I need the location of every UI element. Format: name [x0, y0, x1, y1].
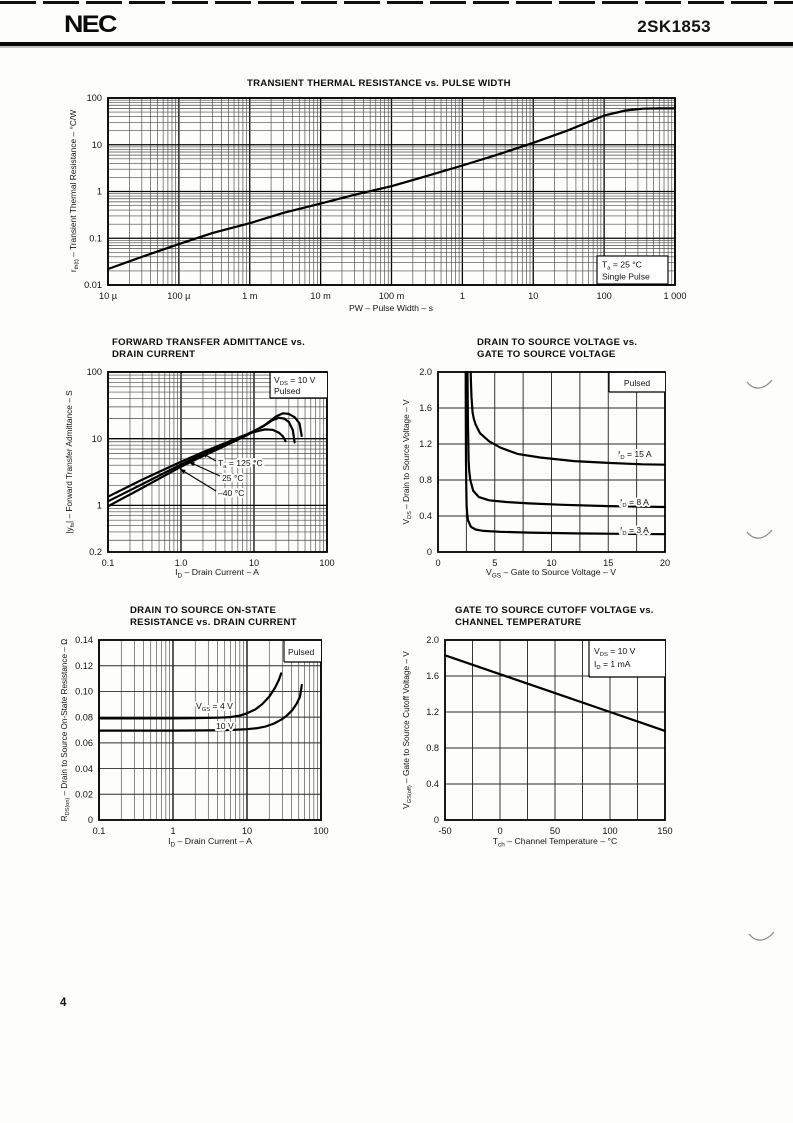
y-tick-label: 1: [96, 500, 102, 511]
y-axis-label: $V_{GS(off)}$ – Gate to Source Cutoff Voltage – V: [401, 651, 413, 809]
x-tick-label: 50: [549, 826, 561, 836]
x-label-text: – Drain Current – A: [182, 567, 259, 577]
x-tick-label: 100: [602, 826, 618, 836]
legend-text: Pulsed: [623, 378, 651, 388]
y-tick-label: 0.06: [75, 738, 93, 749]
x-tick-label: 10 m: [310, 291, 331, 301]
x-tick-label: 0: [435, 558, 441, 568]
title-line: TRANSIENT THERMAL RESISTANCE vs. PULSE WIDTH: [247, 78, 511, 89]
y-tick-label: 0.12: [75, 660, 93, 671]
x-tick-label: 10: [248, 558, 260, 568]
curve-label: 25 °C: [222, 473, 244, 483]
x-tick-label: 100 µ: [167, 291, 191, 301]
legend-text: $V_{DS} = 10$ V: [594, 646, 636, 658]
x-tick-label: 1: [170, 826, 176, 836]
y-axis-label: $r_{th(t)}$ – Transient Thermal Resistance – °C/W: [68, 109, 80, 273]
curve-label: $I_D = 8$ A: [620, 497, 649, 509]
x-tick-label: 5: [492, 558, 498, 568]
y-tick-label: 0.04: [75, 763, 93, 774]
title-line: DRAIN TO SOURCE VOLTAGE vs.: [477, 337, 638, 348]
annotation-text: $T_a = 25$ °C: [602, 259, 642, 272]
y-axis-label: $R_{DS(on)}$ – Drain to Source On-State Resistance – Ω: [60, 638, 71, 822]
x-tick-label: 10: [546, 558, 557, 568]
y-tick-label: 2.0: [419, 367, 432, 378]
x-label-symbol: PW: [348, 303, 363, 313]
x-tick-label: 100: [596, 291, 612, 301]
y-tick-label: 1.6: [419, 403, 432, 414]
y-tick-label: 1.2: [419, 439, 432, 450]
y-tick-label: 100: [86, 367, 102, 378]
x-tick-label: 1: [459, 291, 465, 301]
y-tick-label: 0.08: [75, 712, 93, 723]
legend-text: $I_D = 1$ mA: [594, 659, 631, 671]
y-tick-label: 0.1: [89, 233, 102, 244]
x-label-subscript: ch: [498, 841, 505, 849]
y-tick-label: 0: [87, 815, 93, 826]
x-label-symbol: T: [492, 836, 499, 846]
curve-label: –40 °C: [218, 488, 245, 498]
curve-label: $I_D = 15$ A: [618, 449, 652, 461]
x-tick-label: 100 m: [378, 291, 405, 301]
y-tick-label: 0: [433, 815, 439, 826]
x-tick-label: 1 000: [663, 291, 687, 301]
x-label-symbol: V: [486, 567, 492, 577]
legend-text: Pulsed: [288, 647, 315, 657]
page-number: 4: [60, 997, 67, 1009]
y-tick-label: 0.14: [75, 635, 93, 646]
y-tick-label: 0.8: [419, 475, 432, 486]
title-line: FORWARD TRANSFER ADMITTANCE vs.: [112, 337, 306, 348]
legend-text: Pulsed: [274, 386, 301, 396]
y-tick-label: 1: [96, 186, 102, 197]
y-tick-label: 100: [86, 93, 102, 104]
nec-logo: NEC: [64, 11, 116, 38]
title-line: DRAIN CURRENT: [112, 348, 196, 360]
x-tick-label: -50: [438, 826, 452, 836]
x-tick-label: 1.0: [174, 558, 188, 568]
x-tick-label: 0: [497, 826, 503, 836]
title-line: CHANNEL TEMPERATURE: [455, 616, 582, 628]
curve-label: $I_D = 3$ A: [620, 525, 649, 537]
x-tick-label: 20: [659, 558, 671, 568]
y-tick-label: 0.02: [75, 789, 93, 800]
y-tick-label: 1.6: [426, 671, 439, 682]
y-tick-label: 0.4: [419, 511, 432, 522]
x-tick-label: 150: [657, 826, 673, 836]
y-tick-label: 0: [426, 547, 432, 558]
y-tick-label: 2.0: [426, 635, 439, 646]
x-tick-label: 10: [528, 291, 539, 301]
x-label-symbol: I: [168, 836, 171, 846]
x-label-symbol: I: [175, 567, 178, 577]
x-tick-label: 10 µ: [98, 291, 118, 301]
curve-label: $T_a = 125$ °C: [218, 458, 263, 470]
title-line: RESISTANCE vs. DRAIN CURRENT: [130, 616, 297, 628]
y-tick-label: 0.2: [89, 547, 102, 558]
y-tick-label: 0.10: [75, 686, 93, 697]
y-tick-label: 0.4: [426, 779, 439, 790]
title-line: DRAIN TO SOURCE ON-STATE: [130, 605, 277, 616]
x-label-text: – Pulse Width – s: [362, 303, 434, 313]
x-label-subscript: D: [177, 572, 183, 580]
title-line: GATE TO SOURCE VOLTAGE: [477, 348, 616, 360]
scan-artifact: [747, 380, 772, 388]
y-axis-label: $V_{DS}$ – Drain to Source Voltage – V: [401, 399, 413, 525]
x-label-text: – Drain Current – A: [175, 836, 252, 846]
curve-label: 10 V: [216, 721, 234, 731]
y-tick-label: 10: [91, 139, 102, 150]
y-axis-label: $|y_{fs}|$ – Forward Transfer Admittance – S: [64, 390, 76, 534]
x-tick-label: 10: [241, 826, 253, 836]
y-tick-label: 0.8: [426, 743, 439, 754]
x-tick-label: 100: [319, 558, 335, 568]
x-tick-label: 15: [603, 558, 614, 568]
x-label-subscript: GS: [491, 572, 502, 580]
annotation-text: Single Pulse: [602, 271, 650, 282]
x-label-text: – Gate to Source Voltage – V: [501, 567, 616, 577]
scan-artifact: [747, 530, 772, 538]
part-number: 2SK1853: [637, 17, 711, 36]
curve-label: $V_{GS} = 4$ V: [196, 701, 233, 713]
title-line: GATE TO SOURCE CUTOFF VOLTAGE vs.: [455, 605, 654, 616]
x-tick-label: 0.1: [101, 558, 115, 568]
y-tick-label: 10: [91, 433, 102, 444]
scan-artifact: [749, 932, 774, 940]
y-tick-label: 0.01: [84, 280, 102, 291]
legend-text: $V_{DS} = 10$ V: [274, 375, 316, 387]
x-label-text: – Channel Temperature – °C: [504, 836, 618, 846]
x-tick-label: 0.1: [92, 826, 106, 836]
y-tick-label: 1.2: [426, 707, 439, 718]
x-tick-label: 1 m: [242, 291, 258, 301]
x-tick-label: 100: [313, 826, 329, 836]
x-label-subscript: D: [170, 841, 176, 849]
